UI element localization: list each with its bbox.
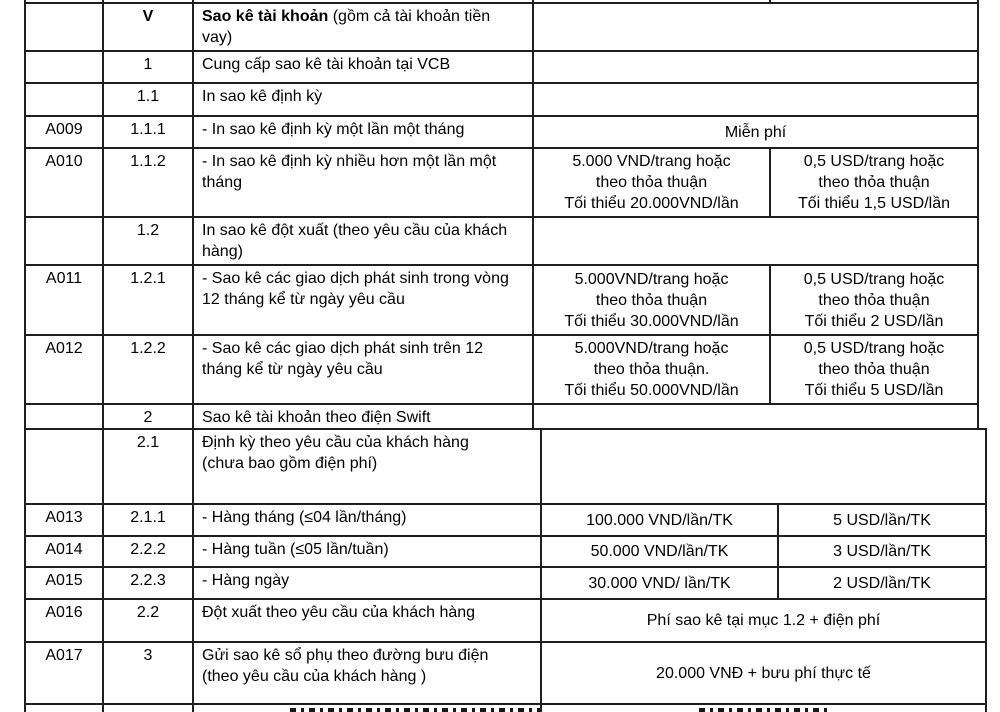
cell-fee-vnd: 5.000VND/trang hoặc theo thỏa thuận. Tối thiểu 50.000VND/lần (533, 335, 770, 404)
cell-description: In sao kê đột xuất (theo yêu cầu của khách hàng) (193, 217, 533, 265)
clipped-text-fragment (699, 708, 829, 712)
cell-number: 3 (103, 642, 193, 704)
cell-fee-merged (541, 704, 986, 712)
table-row (25, 3, 978, 51)
cell-number: 1.2 (103, 217, 193, 265)
fee-table-upper (24, 0, 979, 436)
cell-number: V (103, 3, 193, 51)
cell-code (25, 51, 103, 83)
cell-number: 2.2 (103, 599, 193, 642)
cell-fee-merged: Phí sao kê tại mục 1.2 + điện phí (541, 599, 986, 642)
cell-fee-vnd: 30.000 VND/ lần/TK (541, 567, 778, 599)
cell-number: 1.1.1 (103, 116, 193, 148)
cell-fee-vnd: 5.000VND/trang hoặc theo thỏa thuận Tối thiểu 30.000VND/lần (533, 265, 770, 335)
clipped-text-fragment (290, 708, 540, 712)
cell-number: 2.2.2 (103, 536, 193, 567)
cell-fee-usd: 0,5 USD/trang hoặc theo thỏa thuận Tối thiểu 1,5 USD/lần (770, 148, 978, 217)
cell-fee-vnd: 50.000 VND/lần/TK (541, 536, 778, 567)
cell-fee-usd: 0,5 USD/trang hoặc theo thỏa thuận Tối thiểu 5 USD/lần (770, 335, 978, 404)
table-row (25, 704, 986, 712)
cell-code: A013 (25, 504, 103, 536)
cell-description: - Sao kê các giao dịch phát sinh trên 12 tháng kể từ ngày yêu cầu (193, 335, 533, 404)
cell-description: Định kỳ theo yêu cầu của khách hàng (chưa bao gồm điện phí) (193, 429, 541, 504)
table-row (25, 429, 986, 504)
cell-description: In sao kê định kỳ (193, 83, 533, 116)
cell-code: A011 (25, 265, 103, 335)
cell-code: A017 (25, 642, 103, 704)
cell-description: - Hàng tuần (≤05 lần/tuần) (193, 536, 541, 567)
cell-code: A016 (25, 599, 103, 642)
cell-description: Sao kê tài khoản theo điện Swift (193, 404, 533, 435)
cell-fee-vnd: 100.000 VND/lần/TK (541, 504, 778, 536)
table-row (25, 83, 978, 116)
cell-number: 1.2.2 (103, 335, 193, 404)
cell-number: 1.2.1 (103, 265, 193, 335)
cell-fee-merged (533, 83, 978, 116)
cell-fee-usd: 5 USD/lần/TK (778, 504, 986, 536)
fee-table-upper-body (25, 0, 978, 435)
cell-description: Đột xuất theo yêu cầu của khách hàng (193, 599, 541, 642)
cell-code (25, 3, 103, 51)
fee-table-lower-body (25, 429, 986, 712)
cell-description: - In sao kê định kỳ nhiều hơn một lần một tháng (193, 148, 533, 217)
cell-number: 2.1.1 (103, 504, 193, 536)
table-row (25, 536, 986, 567)
cell-code: A009 (25, 116, 103, 148)
cell-fee-usd: 2 USD/lần/TK (778, 567, 986, 599)
cell-description: - Hàng tháng (≤04 lần/tháng) (193, 504, 541, 536)
cell-number (103, 704, 193, 712)
cell-description: Gửi sao kê sổ phụ theo đường bưu điện (theo yêu cầu của khách hàng ) (193, 642, 541, 704)
cell-description: - Sao kê các giao dịch phát sinh trong vòng 12 tháng kể từ ngày yêu cầu (193, 265, 533, 335)
cell-fee-merged: 20.000 VNĐ + bưu phí thực tế (541, 642, 986, 704)
cell-code (25, 217, 103, 265)
cell-number: 1 (103, 51, 193, 83)
cell-fee-vnd: 5.000 VND/trang hoặc theo thỏa thuận Tối thiểu 20.000VND/lần (533, 148, 770, 217)
table-row (25, 217, 978, 265)
cell-code: A015 (25, 567, 103, 599)
cell-description: Cung cấp sao kê tài khoản tại VCB (193, 51, 533, 83)
table-row (25, 642, 986, 704)
cell-code (25, 704, 103, 712)
table-row (25, 51, 978, 83)
cell-description (193, 704, 541, 712)
cell-number: 2 (103, 404, 193, 435)
table-row (25, 335, 978, 404)
cell-code: A012 (25, 335, 103, 404)
table-row (25, 567, 986, 599)
cell-code: A010 (25, 148, 103, 217)
cell-fee-merged (533, 217, 978, 265)
cell-code (25, 83, 103, 116)
table-row (25, 265, 978, 335)
table-row (25, 599, 986, 642)
cell-description: - In sao kê định kỳ một lần một tháng (193, 116, 533, 148)
cell-number: 1.1.2 (103, 148, 193, 217)
cell-code (25, 429, 103, 504)
table-row (25, 116, 978, 148)
cell-code: A014 (25, 536, 103, 567)
cell-number: 2.1 (103, 429, 193, 504)
cell-fee-usd: 3 USD/lần/TK (778, 536, 986, 567)
table-row (25, 504, 986, 536)
cell-fee-merged (541, 429, 986, 504)
cell-number: 2.2.3 (103, 567, 193, 599)
cell-fee-merged (533, 51, 978, 83)
cell-description: Sao kê tài khoản (gồm cả tài khoản tiền vay) (193, 3, 533, 51)
cell-fee-usd: 0,5 USD/trang hoặc theo thỏa thuận Tối thiểu 2 USD/lần (770, 265, 978, 335)
table-row (25, 148, 978, 217)
fee-table-lower (24, 428, 987, 712)
cell-description: - Hàng ngày (193, 567, 541, 599)
cell-number: 1.1 (103, 83, 193, 116)
cell-fee-merged (533, 3, 978, 51)
cell-fee-merged: Miễn phí (533, 116, 978, 148)
